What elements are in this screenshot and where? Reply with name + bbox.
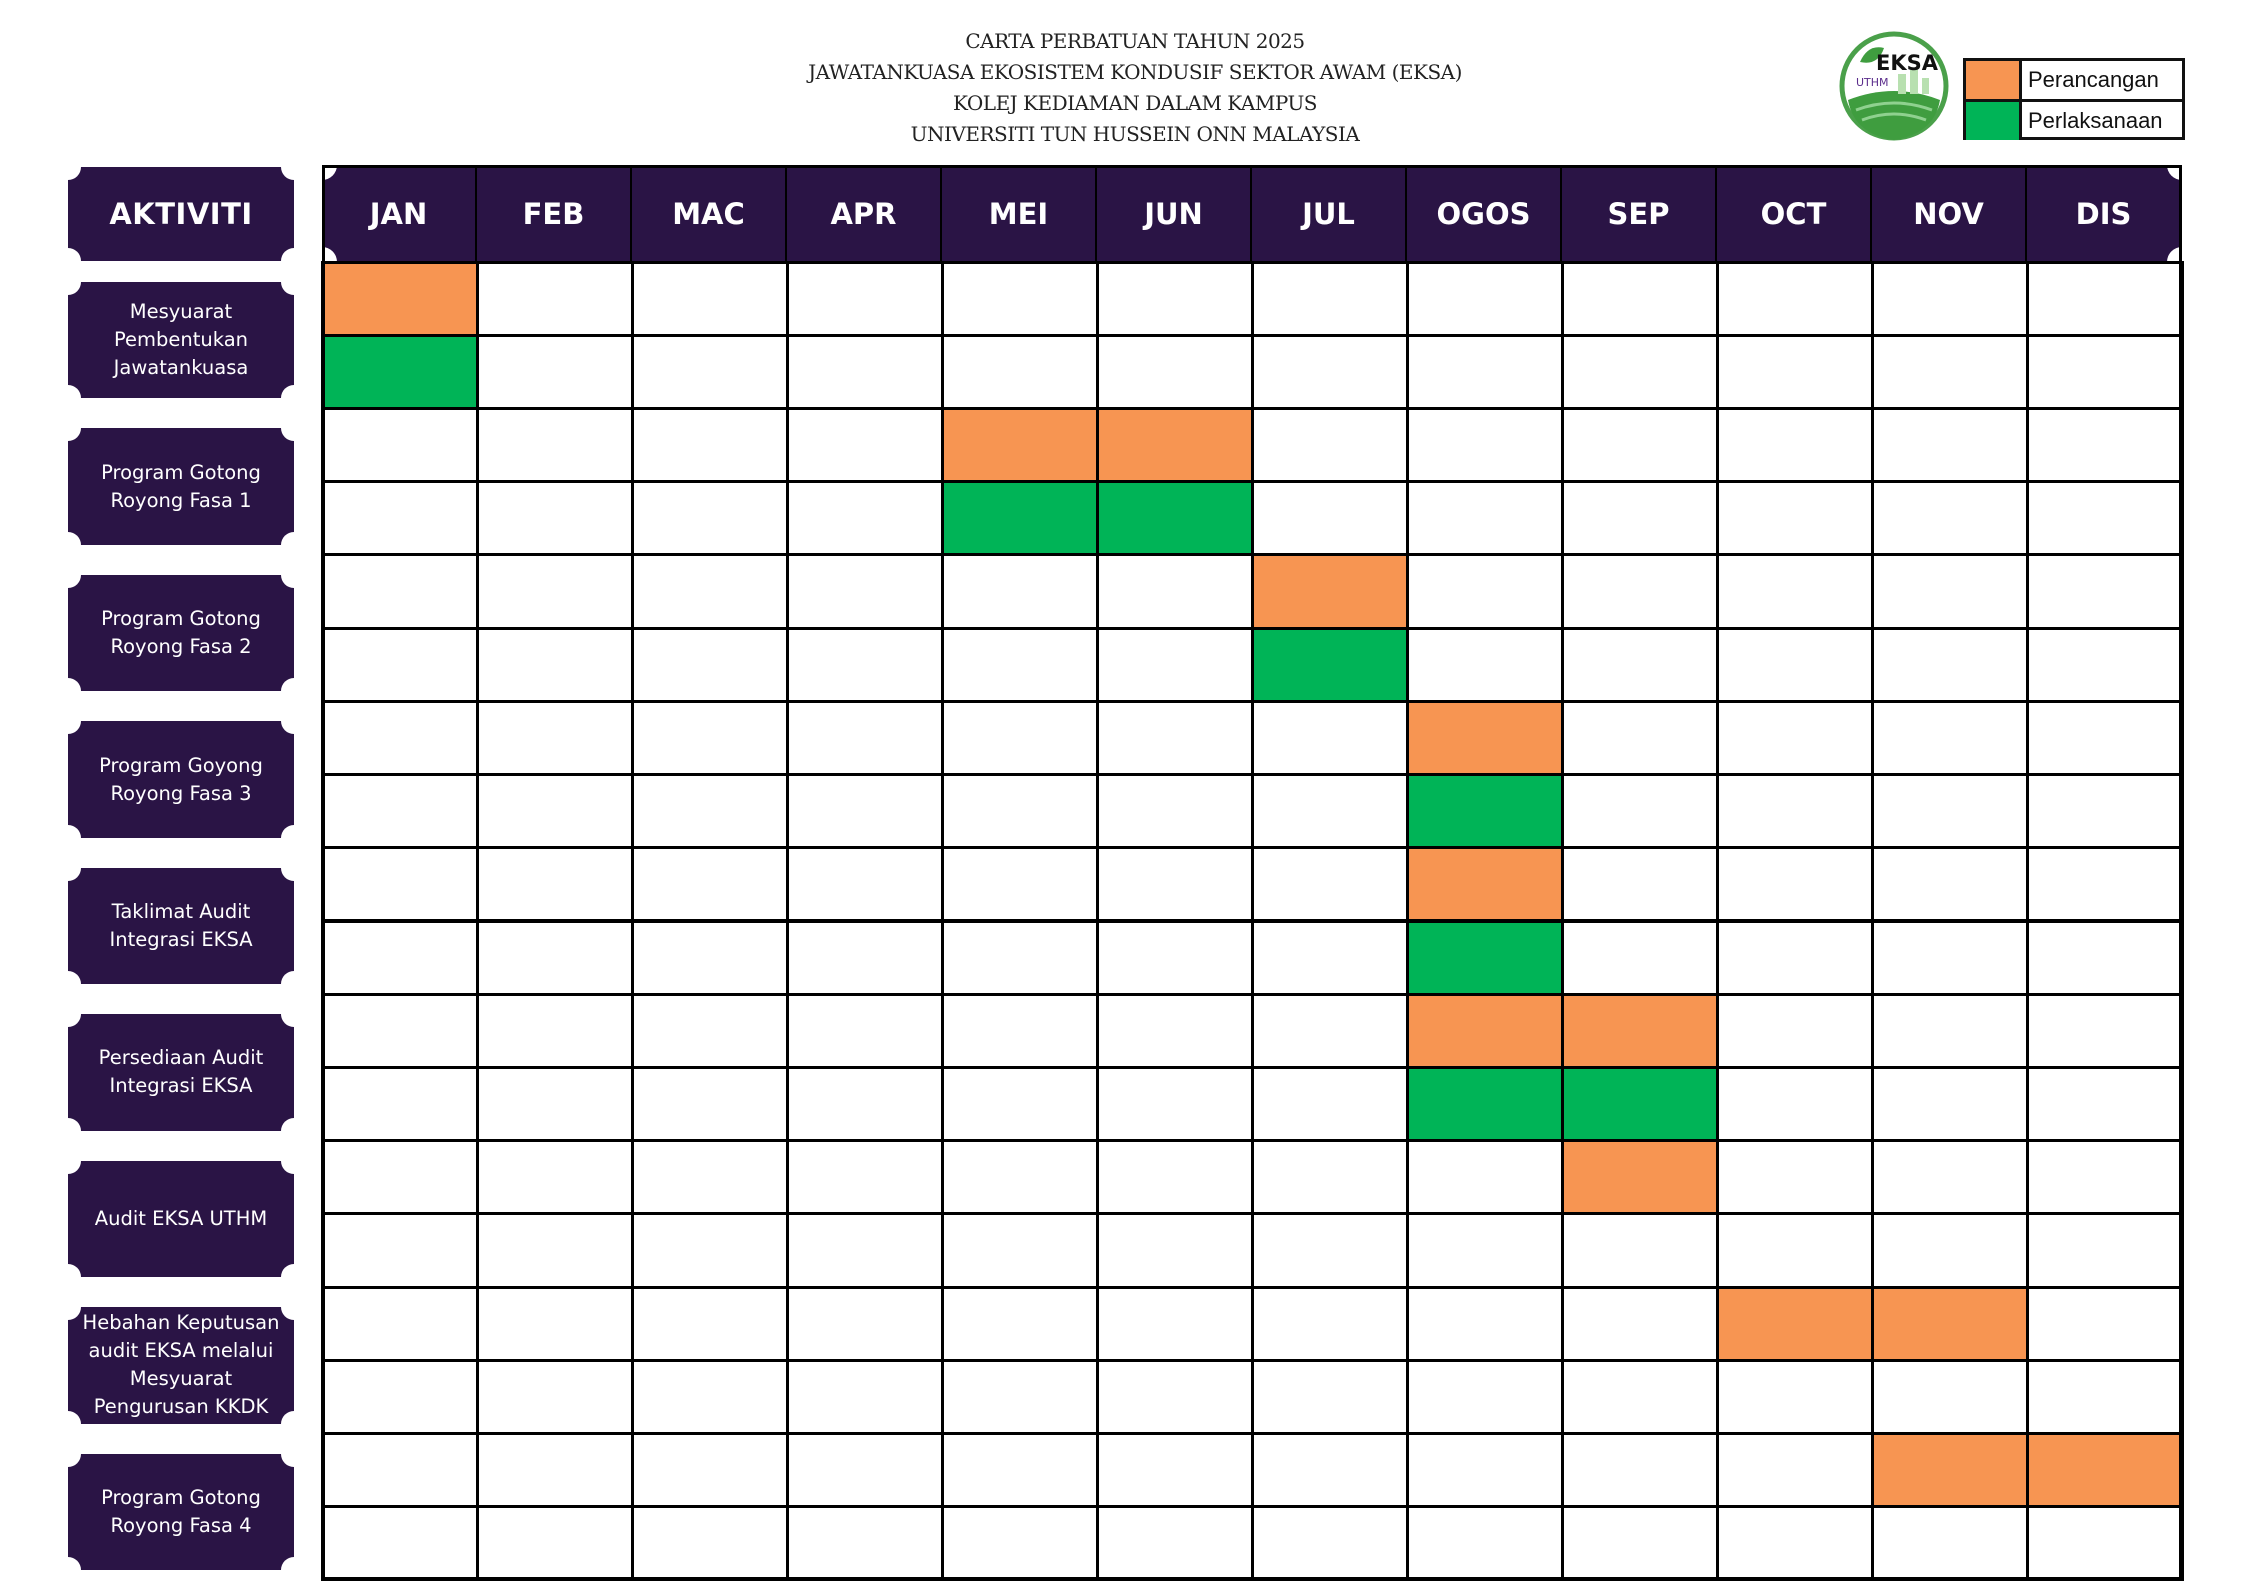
execution-cell (1406, 920, 1564, 996)
title-line-2: JAWATANKUASA EKOSISTEM KONDUSIF SEKTOR AWAM (EKSA) (808, 60, 1462, 84)
execution-cell (321, 480, 479, 556)
activity-label-text: Persediaan Audit Integrasi EKSA (98, 1046, 264, 1098)
planning-cell (1871, 1286, 2029, 1362)
planning-cell (1716, 1286, 1874, 1362)
execution-cell (2026, 773, 2184, 849)
execution-cell (476, 920, 634, 996)
planning-cell (1251, 407, 1409, 483)
execution-cell (1096, 480, 1254, 556)
planning-cell (476, 261, 634, 337)
month-header: FEB (477, 165, 632, 262)
execution-cell (1716, 773, 1874, 849)
planning-cell (1561, 407, 1719, 483)
planning-cell (1871, 993, 2029, 1069)
execution-cell (1251, 1359, 1409, 1435)
activity-label (68, 1307, 294, 1423)
execution-cell (2026, 1359, 2184, 1435)
execution-cell (786, 334, 944, 410)
execution-cell (1871, 773, 2029, 849)
activity-label (68, 575, 294, 691)
execution-cell (1716, 334, 1874, 410)
planning-cell (631, 700, 789, 776)
planning-cell (631, 1286, 789, 1362)
execution-cell (1716, 627, 1874, 703)
activity-label-text: Mesyuarat Pembentukan Jawatankuasa (113, 300, 249, 380)
execution-cell (941, 1359, 1099, 1435)
activity-label (68, 1454, 294, 1570)
execution-cell (1251, 920, 1409, 996)
planning-cell (1096, 993, 1254, 1069)
planning-cell (1251, 1139, 1409, 1215)
execution-cell (1716, 1359, 1874, 1435)
execution-cell (1251, 1505, 1409, 1581)
planning-cell (941, 1139, 1099, 1215)
execution-cell (1406, 334, 1564, 410)
execution-cell (1561, 773, 1719, 849)
execution-cell (1871, 1212, 2029, 1288)
execution-cell (1871, 480, 2029, 556)
planning-cell (631, 1432, 789, 1508)
planning-cell (1406, 1432, 1564, 1508)
activity-label (68, 1161, 294, 1277)
legend-label-planning: Perancangan (2028, 67, 2159, 92)
legend-item-execution (1966, 102, 2182, 140)
planning-cell (1406, 553, 1564, 629)
execution-cell (631, 1359, 789, 1435)
planning-cell (1716, 407, 1874, 483)
planning-cell (2026, 261, 2184, 337)
chart-title (700, 26, 1570, 150)
execution-cell (786, 920, 944, 996)
planning-cell (1251, 1286, 1409, 1362)
planning-cell (941, 993, 1099, 1069)
planning-cell (2026, 1286, 2184, 1362)
execution-cell (476, 1359, 634, 1435)
execution-cell (941, 1066, 1099, 1142)
execution-cell (1561, 1066, 1719, 1142)
execution-cell (1406, 1359, 1564, 1435)
execution-cell (1871, 627, 2029, 703)
planning-cell (321, 1432, 479, 1508)
planning-cell (2026, 1432, 2184, 1508)
planning-cell (1871, 1139, 2029, 1215)
execution-cell (1716, 1212, 1874, 1288)
execution-cell (1251, 627, 1409, 703)
execution-cell (1716, 920, 1874, 996)
month-header: MEI (942, 165, 1097, 262)
month-header: JAN (322, 165, 477, 262)
planning-cell (476, 1432, 634, 1508)
planning-cell (476, 700, 634, 776)
legend-label-execution: Perlaksanaan (2028, 108, 2163, 133)
execution-cell (1871, 920, 2029, 996)
planning-cell (1096, 1139, 1254, 1215)
execution-cell (1871, 1066, 2029, 1142)
activity-header-label: AKTIVITI (109, 197, 253, 231)
activity-label-text: Program Gotong Royong Fasa 4 (101, 1485, 261, 1537)
planning-cell (321, 993, 479, 1069)
execution-cell (786, 1066, 944, 1142)
title-line-1: CARTA PERBATUAN TAHUN 2025 (965, 29, 1305, 53)
execution-cell (786, 1505, 944, 1581)
execution-cell (1251, 334, 1409, 410)
planning-cell (1406, 846, 1564, 922)
logo-text: EKSA (1876, 51, 1938, 75)
execution-cell (1406, 480, 1564, 556)
planning-cell (786, 1139, 944, 1215)
planning-cell (631, 993, 789, 1069)
planning-cell (941, 1432, 1099, 1508)
planning-cell (1871, 846, 2029, 922)
planning-cell (786, 1432, 944, 1508)
activity-label (68, 428, 294, 544)
activity-label-text: Taklimat Audit Integrasi EKSA (109, 899, 253, 951)
execution-cell (321, 1505, 479, 1581)
execution-cell (631, 627, 789, 703)
planning-cell (1406, 993, 1564, 1069)
gantt-grid (322, 165, 2182, 1580)
execution-cell (1096, 1212, 1254, 1288)
planning-cell (1096, 1432, 1254, 1508)
planning-cell (321, 1139, 479, 1215)
planning-cell (1096, 700, 1254, 776)
activity-column-header (68, 167, 294, 261)
execution-cell (321, 627, 479, 703)
planning-cell (941, 407, 1099, 483)
planning-cell (1716, 846, 1874, 922)
execution-cell (1406, 1212, 1564, 1288)
planning-cell (941, 1286, 1099, 1362)
planning-cell (786, 993, 944, 1069)
planning-cell (1561, 261, 1719, 337)
planning-cell (786, 846, 944, 922)
planning-cell (1716, 261, 1874, 337)
planning-cell (1096, 846, 1254, 922)
execution-cell (476, 773, 634, 849)
execution-cell (1406, 1505, 1564, 1581)
execution-cell (321, 773, 479, 849)
planning-cell (786, 1286, 944, 1362)
legend-swatch-planning (1966, 61, 2022, 99)
execution-cell (786, 627, 944, 703)
execution-cell (321, 920, 479, 996)
legend (1963, 58, 2185, 140)
execution-cell (786, 773, 944, 849)
planning-cell (1561, 700, 1719, 776)
execution-cell (2026, 1505, 2184, 1581)
planning-cell (1251, 700, 1409, 776)
execution-cell (476, 1505, 634, 1581)
execution-cell (321, 1066, 479, 1142)
execution-cell (1096, 627, 1254, 703)
planning-cell (941, 261, 1099, 337)
planning-cell (1871, 261, 2029, 337)
execution-cell (321, 1212, 479, 1288)
execution-cell (1096, 773, 1254, 849)
month-header: SEP (1562, 165, 1717, 262)
planning-cell (2026, 993, 2184, 1069)
execution-cell (941, 1505, 1099, 1581)
planning-cell (1871, 407, 2029, 483)
execution-cell (2026, 1212, 2184, 1288)
activity-label-text: Audit EKSA UTHM (94, 1206, 268, 1230)
planning-cell (1251, 846, 1409, 922)
planning-cell (1251, 1432, 1409, 1508)
planning-cell (476, 407, 634, 483)
execution-cell (786, 480, 944, 556)
execution-cell (321, 334, 479, 410)
planning-cell (631, 846, 789, 922)
execution-cell (631, 334, 789, 410)
execution-cell (476, 627, 634, 703)
execution-cell (2026, 920, 2184, 996)
execution-cell (1871, 1505, 2029, 1581)
planning-cell (1716, 1432, 1874, 1508)
execution-cell (1096, 1505, 1254, 1581)
planning-cell (1561, 1139, 1719, 1215)
planning-cell (1251, 261, 1409, 337)
execution-cell (2026, 480, 2184, 556)
planning-cell (1406, 1286, 1564, 1362)
logo-subtext: UTHM (1856, 76, 1889, 89)
planning-cell (476, 1139, 634, 1215)
execution-cell (2026, 627, 2184, 703)
planning-cell (1561, 1432, 1719, 1508)
planning-cell (1716, 553, 1874, 629)
planning-cell (2026, 407, 2184, 483)
execution-cell (1716, 1505, 1874, 1581)
activity-label (68, 1014, 294, 1130)
month-header: OCT (1717, 165, 1872, 262)
execution-cell (476, 480, 634, 556)
legend-swatch-execution (1966, 102, 2022, 140)
execution-cell (2026, 334, 2184, 410)
planning-cell (321, 407, 479, 483)
execution-cell (1716, 1066, 1874, 1142)
execution-cell (1561, 627, 1719, 703)
execution-cell (631, 920, 789, 996)
execution-cell (1561, 1212, 1719, 1288)
execution-cell (1096, 1359, 1254, 1435)
planning-cell (631, 1139, 789, 1215)
planning-cell (476, 993, 634, 1069)
execution-cell (1251, 773, 1409, 849)
planning-cell (1096, 407, 1254, 483)
planning-cell (1871, 700, 2029, 776)
planning-cell (321, 553, 479, 629)
execution-cell (1561, 920, 1719, 996)
planning-cell (1096, 261, 1254, 337)
execution-cell (476, 1212, 634, 1288)
planning-cell (1561, 553, 1719, 629)
execution-cell (476, 1066, 634, 1142)
activity-label (68, 282, 294, 398)
activity-label (68, 721, 294, 837)
planning-cell (1096, 553, 1254, 629)
planning-cell (941, 553, 1099, 629)
execution-cell (631, 1505, 789, 1581)
title-line-4: UNIVERSITI TUN HUSSEIN ONN MALAYSIA (910, 122, 1360, 146)
execution-cell (941, 480, 1099, 556)
execution-cell (1251, 1212, 1409, 1288)
planning-cell (1406, 700, 1564, 776)
execution-cell (786, 1359, 944, 1435)
execution-cell (941, 1212, 1099, 1288)
planning-cell (941, 846, 1099, 922)
month-header: MAC (632, 165, 787, 262)
planning-cell (2026, 846, 2184, 922)
planning-cell (321, 846, 479, 922)
execution-cell (1871, 334, 2029, 410)
execution-cell (631, 480, 789, 556)
planning-cell (786, 700, 944, 776)
execution-cell (476, 334, 634, 410)
execution-cell (1251, 1066, 1409, 1142)
execution-cell (1871, 1359, 2029, 1435)
execution-cell (1406, 1066, 1564, 1142)
planning-cell (2026, 700, 2184, 776)
planning-cell (2026, 1139, 2184, 1215)
planning-cell (1716, 1139, 1874, 1215)
execution-cell (631, 1066, 789, 1142)
planning-cell (941, 700, 1099, 776)
execution-cell (631, 1212, 789, 1288)
planning-cell (1406, 261, 1564, 337)
planning-cell (476, 1286, 634, 1362)
eksa-logo (1838, 22, 1950, 150)
execution-cell (2026, 1066, 2184, 1142)
planning-cell (1251, 553, 1409, 629)
execution-cell (1561, 1505, 1719, 1581)
planning-cell (1561, 1286, 1719, 1362)
execution-cell (1561, 1359, 1719, 1435)
month-header: JUN (1097, 165, 1252, 262)
month-header: JUL (1252, 165, 1407, 262)
planning-cell (631, 553, 789, 629)
execution-cell (941, 334, 1099, 410)
planning-cell (786, 261, 944, 337)
planning-cell (631, 261, 789, 337)
planning-cell (476, 553, 634, 629)
planning-cell (2026, 553, 2184, 629)
planning-cell (1561, 993, 1719, 1069)
planning-cell (1406, 1139, 1564, 1215)
planning-cell (476, 846, 634, 922)
activity-label-text: Program Gotong Royong Fasa 2 (101, 607, 261, 659)
execution-cell (1561, 480, 1719, 556)
planning-cell (1251, 993, 1409, 1069)
planning-cell (1406, 407, 1564, 483)
execution-cell (1096, 334, 1254, 410)
activity-label-text: Program Gotong Royong Fasa 1 (101, 460, 261, 512)
month-header: OGOS (1407, 165, 1562, 262)
month-header: DIS (2027, 165, 2182, 262)
planning-cell (321, 1286, 479, 1362)
title-line-3: KOLEJ KEDIAMAN DALAM KAMPUS (952, 91, 1317, 115)
eksa-logo-graphic (1838, 22, 1950, 150)
planning-cell (1096, 1286, 1254, 1362)
planning-cell (786, 553, 944, 629)
execution-cell (321, 1359, 479, 1435)
execution-cell (941, 773, 1099, 849)
month-header: NOV (1872, 165, 2027, 262)
month-header: APR (787, 165, 942, 262)
planning-cell (1871, 553, 2029, 629)
activity-label (68, 868, 294, 984)
planning-cell (631, 407, 789, 483)
activity-label-text: Program Goyong Royong Fasa 3 (99, 753, 263, 805)
execution-cell (786, 1212, 944, 1288)
planning-cell (786, 407, 944, 483)
execution-cell (631, 773, 789, 849)
execution-cell (941, 920, 1099, 996)
execution-cell (1251, 480, 1409, 556)
execution-cell (1406, 773, 1564, 849)
execution-cell (1096, 920, 1254, 996)
legend-item-planning (1966, 61, 2182, 102)
execution-cell (1406, 627, 1564, 703)
execution-cell (941, 627, 1099, 703)
planning-cell (1871, 1432, 2029, 1508)
planning-cell (1716, 700, 1874, 776)
planning-cell (1561, 846, 1719, 922)
planning-cell (321, 700, 479, 776)
planning-cell (1716, 993, 1874, 1069)
activity-label-text: Hebahan Keputusan audit EKSA melalui Mesyuarat Pengurusan KKDK (82, 1311, 280, 1419)
execution-cell (1096, 1066, 1254, 1142)
planning-cell (321, 261, 479, 337)
execution-cell (1716, 480, 1874, 556)
execution-cell (1561, 334, 1719, 410)
